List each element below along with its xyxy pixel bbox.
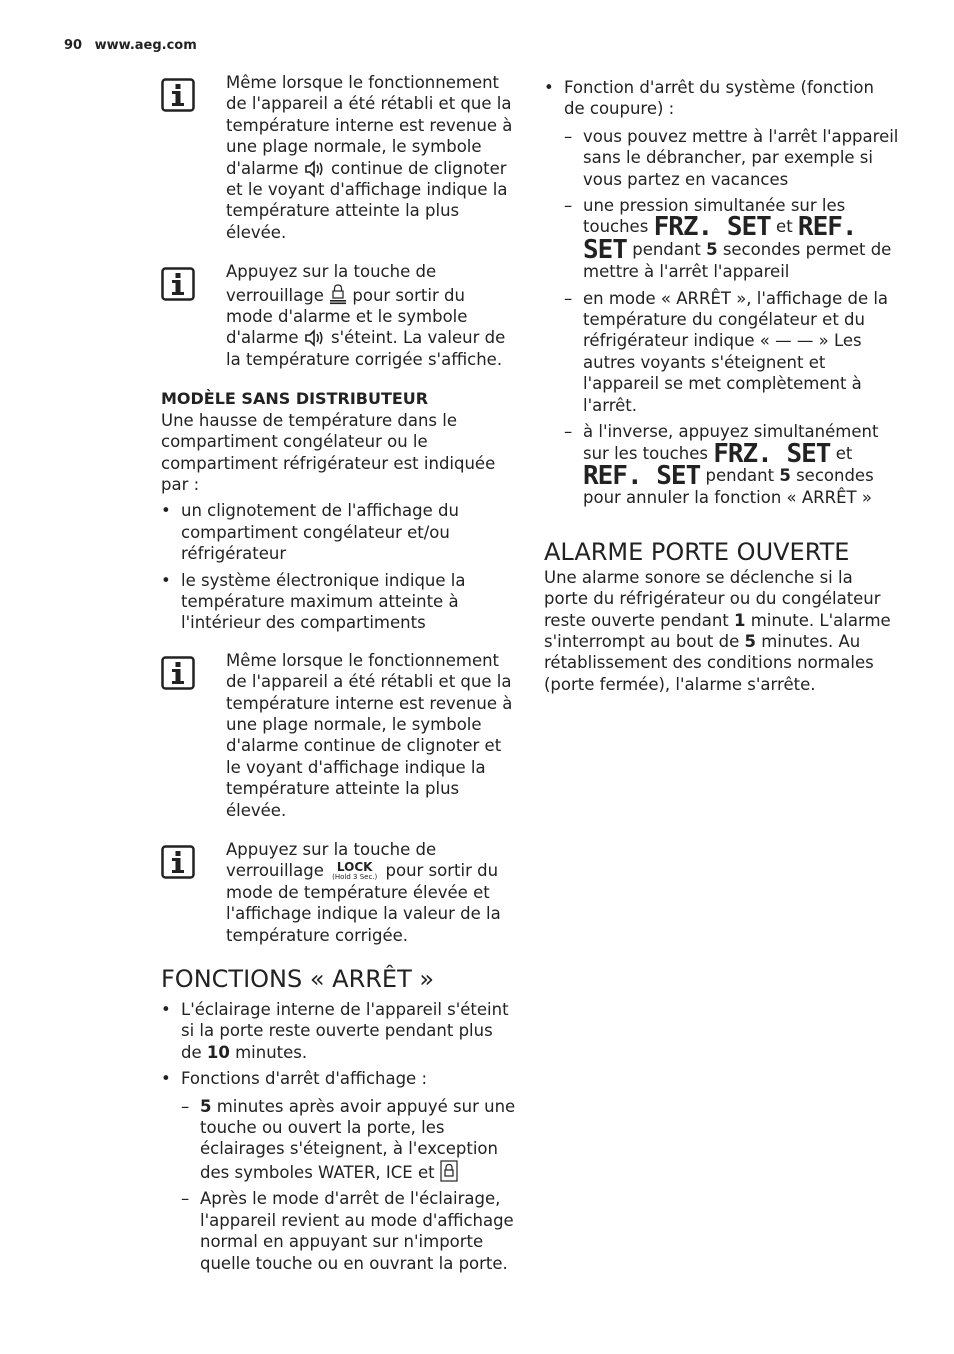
dash-list [564, 126, 899, 509]
note-text: pour sortir du mode de température élevée et l'affichage indique la valeur de la température corrigée. [226, 861, 501, 945]
list-item: • Fonctions d'arrêt d'affichage : – 5 minutes après avoir appuyé sur une touche ou ouvert la porte, les éclairages s'éteignent, à l'exception des symboles WATER, ICE et – Après le mode d'arrêt de l'éclairage, l'appareil revient au mode d'affichage normal en appuyant sur n'importe quelle touche ou en ouvrant la porte. [161, 1068, 516, 1274]
note-text: pour sortir du mode d'alarme et le symbole d'alarme [226, 285, 468, 348]
list-item: • un clignotement de l'affichage du compartiment congélateur et/ou réfrigérateur [161, 500, 516, 564]
note-text: Appuyez sur la touche de verrouillage [226, 262, 437, 305]
list-item: – à l'inverse, appuyez simultanément sur les touches FRZ. SET et REF. SET pendant 5 secondes pour annuler la fonction « ARRÊT » [564, 421, 899, 509]
bullet-list [161, 500, 516, 633]
info-icon [161, 656, 195, 690]
info-icon [161, 267, 195, 301]
info-icon [161, 78, 195, 112]
info-icon [161, 845, 195, 879]
frz-set-key: FRZ. SET [713, 438, 831, 469]
info-note [161, 839, 516, 946]
note-text: Même lorsque le fonctionnement de l'appareil a été rétabli et que la température interne est revenue à une plage normale, le symbole d'alarme [226, 73, 513, 178]
frz-set-key: FRZ. SET [653, 212, 771, 243]
note-text: Appuyez sur la touche de verrouillage [226, 840, 437, 881]
list-item: • le système électronique indique la température maximum atteinte à l'intérieur des compartiments [161, 570, 516, 634]
note-text: s'éteint. La valeur de la température corrigée s'affiche. [226, 328, 506, 369]
right-column [544, 72, 899, 695]
ref-set-key: REF. SET [583, 212, 857, 265]
alarm-icon [304, 160, 326, 178]
lock-icon [329, 283, 347, 305]
note-text: continue de clignoter et le voyant d'affichage indique la température atteinte la plus élevée. [226, 158, 508, 242]
lock-icon [440, 1160, 458, 1182]
ref-set-key: REF. SET [583, 460, 701, 491]
info-note [161, 261, 516, 370]
page-header [64, 38, 197, 53]
list-item: – vous pouvez mettre à l'arrêt l'appareil sans le débrancher, par exemple si vous partez en vacances [564, 126, 899, 190]
dash-list [181, 1096, 516, 1274]
info-note [161, 72, 516, 243]
section-heading: ALARME PORTE OUVERTE [544, 537, 850, 566]
list-item: – en mode « ARRÊT », l'affichage de la température du congélateur et du réfrigérateur indique « — — » Les autres voyants s'éteignent et l'appareil se met complètement à l'arrêt. [564, 288, 899, 416]
info-note [161, 650, 516, 821]
paragraph: Une hausse de température dans le compartiment congélateur ou le compartiment réfrigérateur est indiquée par : [161, 410, 496, 494]
list-item: • L'éclairage interne de l'appareil s'éteint si la porte reste ouverte pendant plus de 10 minutes. [161, 999, 516, 1063]
section-subheading: MODÈLE SANS DISTRIBUTEUR [161, 389, 429, 409]
lock-button-label: LOCK (Hold 3 Sec.) [332, 860, 378, 882]
list-item: – Après le mode d'arrêt de l'éclairage, l'appareil revient au mode d'affichage normal en appuyant sur n'importe quelle touche ou en ouvrant la porte. [181, 1188, 516, 1274]
paragraph: Une alarme sonore se déclenche si la porte du réfrigérateur ou du congélateur reste ouverte pendant 1 minute. L'alarme s'interrompt au bout de 5 minutes. Au rétablissement des conditions normales (porte fermée), l'alarme s'arrête. [544, 567, 891, 694]
list-item: – 5 minutes après avoir appuyé sur une touche ou ouvert la porte, les éclairages s'éteignent, à l'exception des symboles WATER, ICE et [181, 1096, 516, 1184]
bullet-list [544, 77, 899, 509]
site-url: www.aeg.com [94, 38, 197, 53]
page-number: 90 [64, 38, 83, 53]
left-column [161, 72, 516, 1279]
alarm-icon [304, 329, 326, 347]
list-item: – une pression simultanée sur les touches FRZ. SET et REF. SET pendant 5 secondes permet de mettre à l'arrêt l'appareil [564, 195, 899, 283]
bullet-list [161, 999, 516, 1274]
list-item: • Fonction d'arrêt du système (fonction de coupure) : – vous pouvez mettre à l'arrêt l'appareil sans le débrancher, par exemple si vous partez en vacances – une pression simultanée sur les touches FRZ. SET et REF. SET pendant 5 secondes permet de mettre à l'arrêt l'appareil – en mode « ARRÊT », l'affichage de la température du congélateur et du réfrigérateur indique « — — » Les autres voyants s'éteignent et l'appareil se met complètement à l'arrêt. – à l'inverse, appuyez simultanément sur les touches FRZ. SET et REF. SET pendant 5 secondes pour annuler la fonction « ARRÊT » [544, 77, 899, 509]
section-heading: FONCTIONS « ARRÊT » [161, 965, 435, 994]
note-text: Même lorsque le fonctionnement de l'appareil a été rétabli et que la température interne est revenue à une plage normale, le symbole d'alarme continue de clignoter et le voyant d'affichage indique la température atteinte la plus élevée. [226, 650, 513, 820]
